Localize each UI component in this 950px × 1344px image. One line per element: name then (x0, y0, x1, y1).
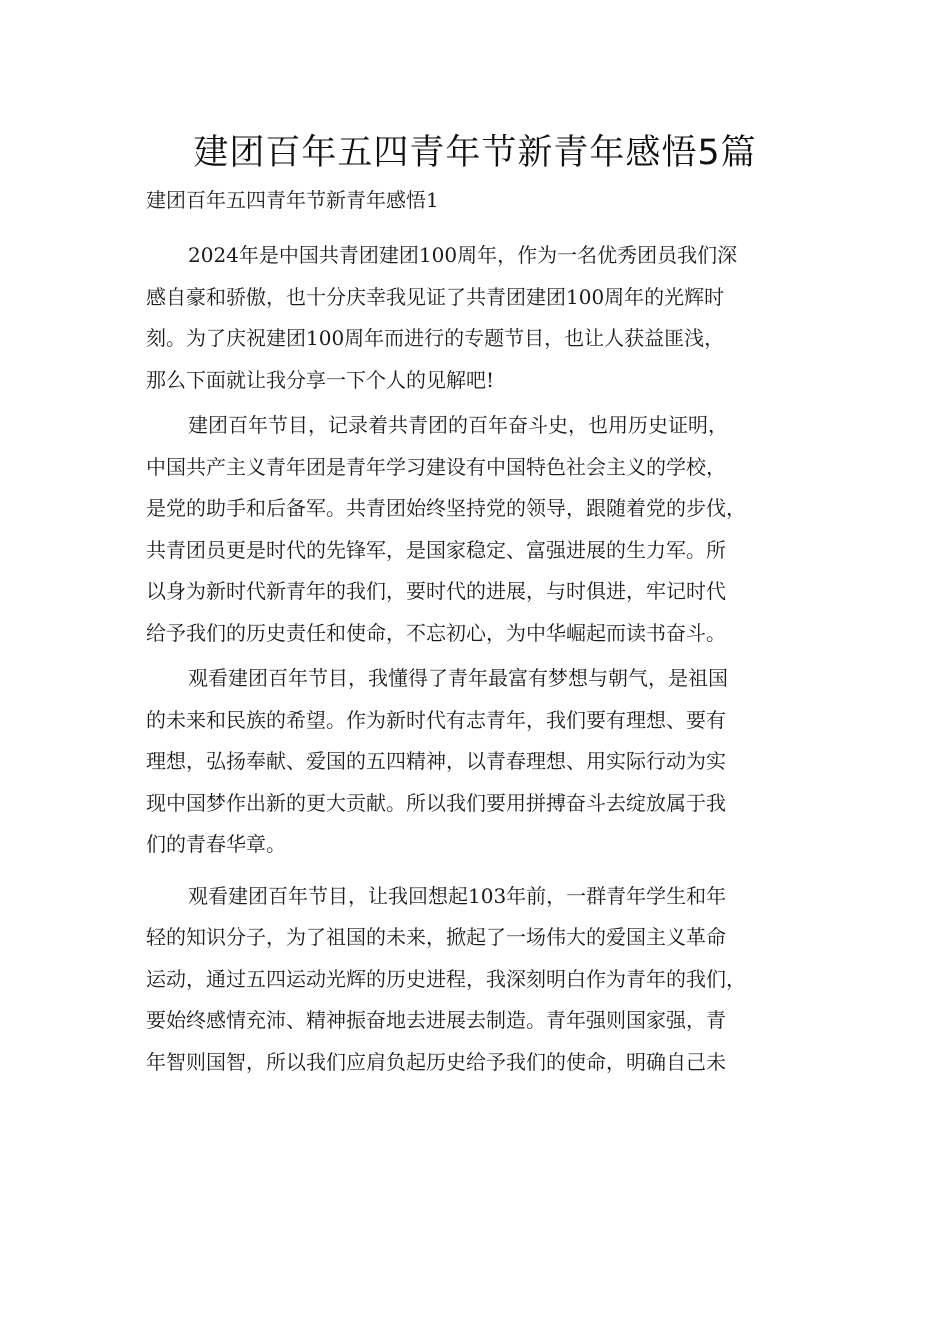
paragraph-line: 感自豪和骄傲，也十分庆幸我见证了共青团建团100周年的光辉时 (146, 284, 725, 309)
paragraph-line: 的未来和民族的希望。作为新时代有志青年，我们要有理想、要有 (146, 707, 726, 732)
paragraph (146, 403, 808, 652)
paragraph-line: 轻的知识分子，为了祖国的未来，掀起了一场伟大的爱国主义革命 (146, 925, 726, 949)
paragraph-line: 是党的助手和后备军。共青团始终坚持党的领导，跟随着党的步伐， (146, 496, 746, 520)
document-title: 建团百年五四青年节新青年感悟5篇 (193, 133, 757, 173)
paragraph-line: 年智则国智，所以我们应肩负起历史给予我们的使命，明确自己未 (146, 1049, 726, 1074)
paragraph (146, 874, 808, 1082)
paragraph-line: 现中国梦作出新的更大贡献。所以我们要用拼搏奋斗去绽放属于我 (146, 790, 726, 815)
paragraph-line: 建团百年节目，记录着共青团的百年奋斗史，也用历史证明， (188, 413, 728, 437)
paragraph-line: 以身为新时代新青年的我们，要时代的进展，与时俱进，牢记时代 (146, 579, 726, 603)
paragraph-line: 观看建团百年节目，我懂得了青年最富有梦想与朝气，是祖国 (188, 666, 728, 690)
paragraph (146, 233, 808, 399)
paragraph-line: 要始终感情充沛、精神振奋地去进展去制造。青年强则国家强，青 (146, 1008, 726, 1032)
document-body (146, 233, 808, 1085)
paragraph (146, 656, 808, 864)
paragraph-line: 那么下面就让我分享一下个人的见解吧! (146, 367, 495, 392)
paragraph-line: 2024年是中国共青团建团100周年，作为一名优秀团员我们深 (188, 243, 738, 267)
paragraph-line: 刻。为了庆祝建团100周年而进行的专题节目，也让人获益匪浅， (146, 326, 725, 350)
paragraph-line: 观看建团百年节目，让我回想起103年前，一群青年学生和年 (188, 883, 727, 908)
document-subtitle: 建团百年五四青年节新青年感悟1 (146, 188, 439, 212)
paragraph-line: 运动，通过五四运动光辉的历史进程，我深刻明白作为青年的我们， (146, 966, 746, 991)
paragraph-line: 给予我们的历史责任和使命，不忘初心，为中华崛起而读书奋斗。 (146, 620, 726, 645)
paragraph-line: 共青团员更是时代的先锋军，是国家稳定、富强进展的生力军。所 (146, 537, 726, 562)
paragraph-line: 理想，弘扬奉献、爱国的五四精神，以青春理想、用实际行动为实 (146, 749, 726, 773)
paragraph-line: 们的青春华章。 (146, 832, 286, 856)
paragraph-line: 中国共产主义青年团是青年学习建设有中国特色社会主义的学校， (146, 454, 726, 479)
